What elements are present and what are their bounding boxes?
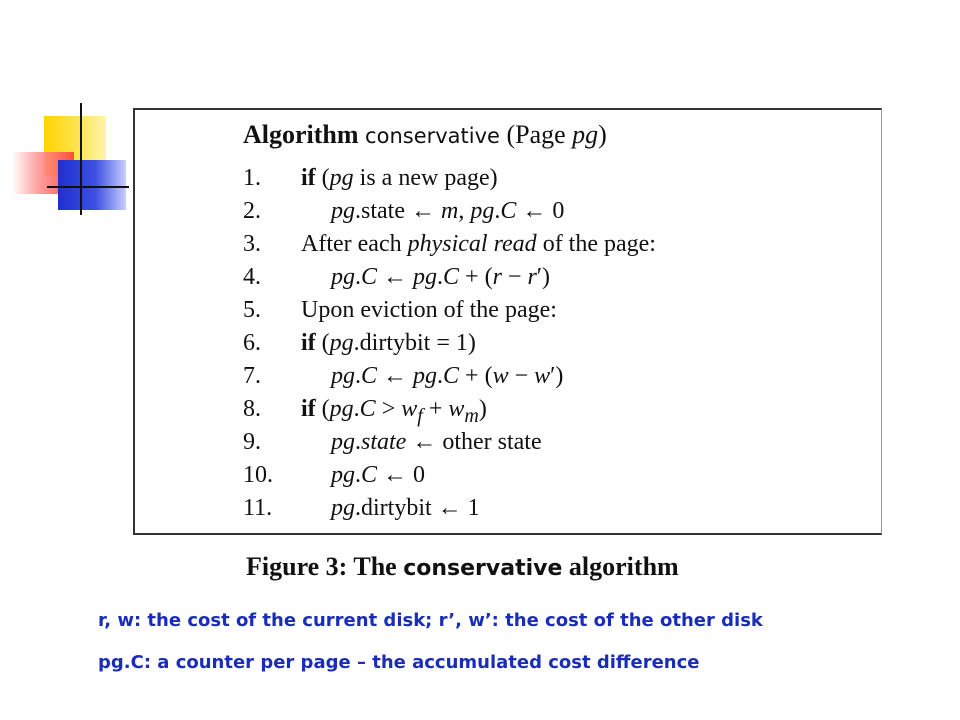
line-number: 8. bbox=[243, 396, 261, 422]
line-code: pg.state ← m, pg.C ← 0 bbox=[331, 198, 565, 224]
caption-name: conservative bbox=[403, 556, 563, 581]
algorithm-line bbox=[243, 393, 487, 425]
line-number: 2. bbox=[243, 198, 261, 224]
note-counter-definition: pg.C: a counter per page – the accumulated cost difference bbox=[98, 652, 700, 673]
line-number: 11. bbox=[243, 495, 273, 521]
algorithm-line bbox=[243, 459, 425, 491]
decoration-horizontal-line bbox=[47, 186, 129, 188]
line-code: pg.dirtybit ← 1 bbox=[331, 495, 480, 521]
decoration-blue-square bbox=[58, 160, 126, 210]
algorithm-line bbox=[243, 162, 498, 194]
algorithm-line bbox=[243, 492, 480, 524]
line-number: 4. bbox=[243, 264, 261, 290]
line-number: 10. bbox=[243, 462, 273, 488]
line-code: pg.C ← 0 bbox=[331, 462, 426, 488]
note-cost-definition: r, w: the cost of the current disk; r’, w’: the cost of the other disk bbox=[98, 610, 763, 631]
algorithm-title bbox=[243, 120, 607, 150]
figure-caption bbox=[246, 552, 679, 582]
line-code: Upon eviction of the page: bbox=[301, 297, 557, 323]
algorithm-line bbox=[243, 294, 557, 326]
algorithm-line bbox=[243, 195, 564, 227]
line-number: 1. bbox=[243, 165, 261, 191]
line-code: pg.C ← pg.C + (w − w′) bbox=[331, 363, 564, 389]
algorithm-line bbox=[243, 228, 656, 260]
caption-prefix: Figure 3: The bbox=[246, 552, 397, 581]
line-number: 6. bbox=[243, 330, 261, 356]
algorithm-params: (Page pg) bbox=[506, 120, 607, 149]
algorithm-box bbox=[133, 108, 882, 535]
line-code: pg.state ← other state bbox=[331, 429, 542, 455]
decoration-vertical-line bbox=[80, 103, 82, 215]
line-code: if $(pg.C > w_f + w_m)$ bbox=[301, 396, 487, 427]
algorithm-line bbox=[243, 426, 542, 458]
line-number: 9. bbox=[243, 429, 261, 455]
line-code: pg.C ← pg.C + (r − r′) bbox=[331, 264, 551, 290]
algorithm-line bbox=[243, 327, 476, 359]
line-number: 7. bbox=[243, 363, 261, 389]
line-code: After each physical read of the page: bbox=[301, 231, 656, 257]
slide-decoration bbox=[0, 0, 140, 230]
line-code: if (pg is a new page) bbox=[301, 165, 498, 191]
algorithm-keyword: Algorithm bbox=[243, 120, 359, 149]
caption-suffix: algorithm bbox=[568, 552, 679, 581]
algorithm-line bbox=[243, 360, 563, 392]
algorithm-name: conservative bbox=[365, 124, 500, 148]
line-number: 5. bbox=[243, 297, 261, 323]
line-number: 3. bbox=[243, 231, 261, 257]
line-code: if (pg.dirtybit = 1) bbox=[301, 330, 476, 356]
algorithm-line bbox=[243, 261, 550, 293]
